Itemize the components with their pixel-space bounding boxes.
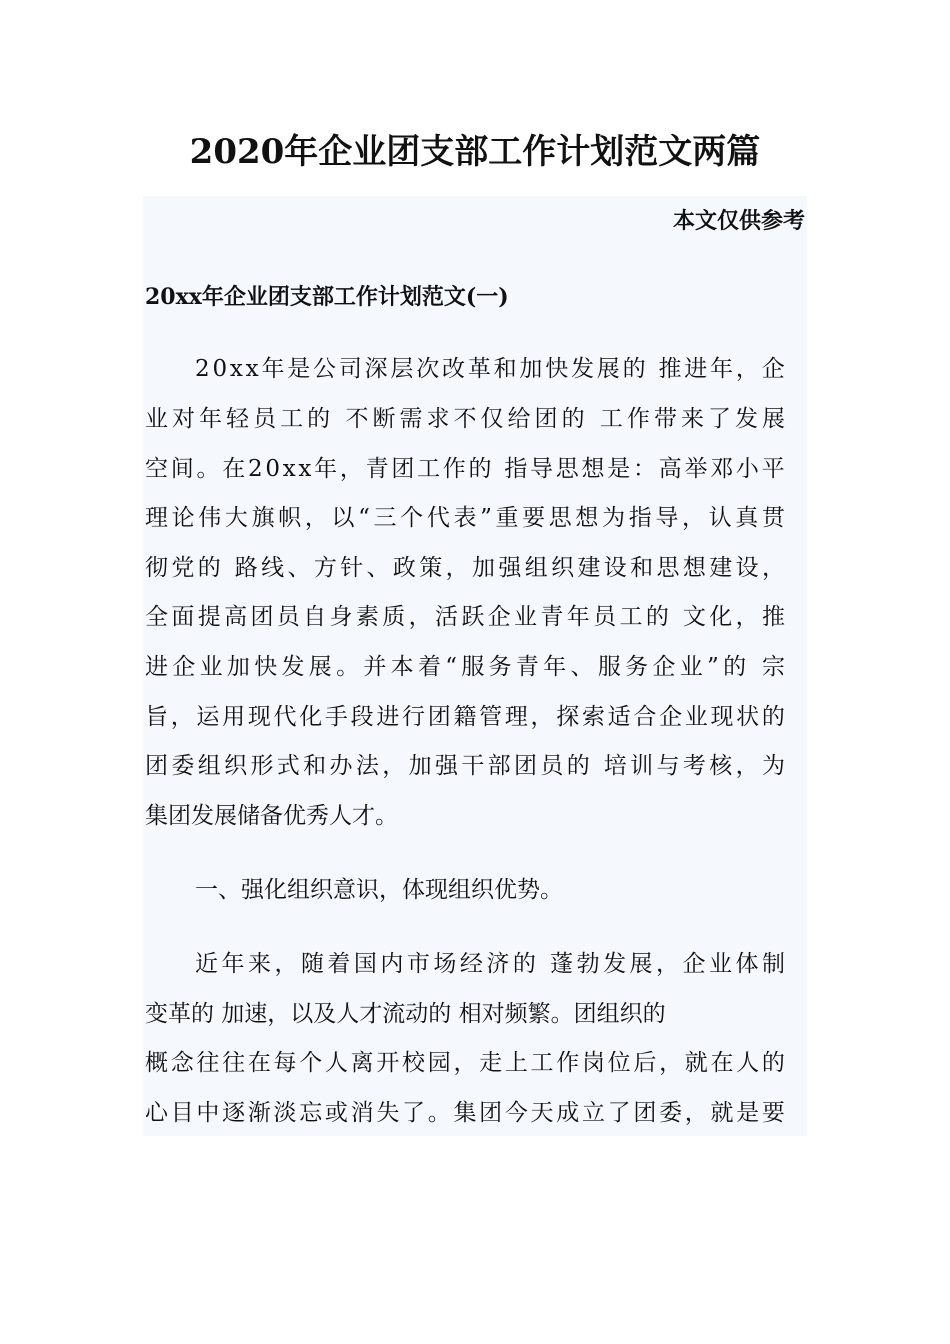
section-heading: 20xx年企业团支部工作计划范文(一) [145,284,509,310]
paragraph-line: 彻 党 的 路 线 、 方 针 、 政 策 ， 加 强 组 织 建 设 和 思 想 建 设 ， [145,555,785,581]
subheading-one: 一、强化组织意识，体现组织优势。 [195,877,563,903]
paragraph-line: 2 0 x x 年 是 公 司 深 层 次 改 革 和 加 快 发 展 的 推 进 年 ， 企 [195,356,785,382]
paragraph-line: 空 间 。 在 2 0 x x 年 ， 青 团 工 作 的 指 导 思 想 是 ： 高 举 邓 小 平 [145,456,785,482]
paragraph-line: 理 论 伟 大 旗 帜 ， 以 “ 三 个 代 表 ” 重 要 思 想 为 指 导 ， 认 真 贯 [145,505,785,531]
document-body [143,196,807,1136]
paragraph-line: 团 委 组 织 形 式 和 办 法 ， 加 强 干 部 团 员 的 培 训 与 考 核 ， 为 [145,753,785,779]
paragraph-line: 业 对 年 轻 员 工 的 不 断 需 求 不 仅 给 团 的 工 作 带 来 了 发 展 [145,406,785,432]
paragraph-line: 集团发展储备优秀人才。 [145,803,398,829]
paragraph-line: 变革的 加速，以及人才流动的 相对频繁。团组织的 [145,1001,666,1027]
paragraph-line: 概 念 往 往 在 每 个 人 离 开 校 园 ， 走 上 工 作 岗 位 后 ， 就 在 人 的 [145,1050,785,1076]
paragraph-line: 全 面 提 高 团 员 自 身 素 质 ， 活 跃 企 业 青 年 员 工 的 文 化 ， 推 [145,604,785,630]
paragraph-line: 心 目 中 逐 渐 淡 忘 或 消 失 了 。 集 团 今 天 成 立 了 团 委 ， 就 是 要 [145,1100,785,1126]
paragraph-line: 旨 ， 运 用 现 代 化 手 段 进 行 团 籍 管 理 ， 探 索 适 合 企 业 现 状 的 [145,704,785,730]
paragraph-line: 近 年 来 ， 随 着 国 内 市 场 经 济 的 蓬 勃 发 展 ， 企 业 体 制 [195,951,785,977]
reference-note: 本文仅供参考 [672,208,805,234]
page-title: 2020年企业团支部工作计划范文两篇 [189,132,761,172]
paragraph-line: 进 企 业 加 快 发 展 。 并 本 着 “ 服 务 青 年 、 服 务 企 业 ” 的 宗 [145,654,785,680]
